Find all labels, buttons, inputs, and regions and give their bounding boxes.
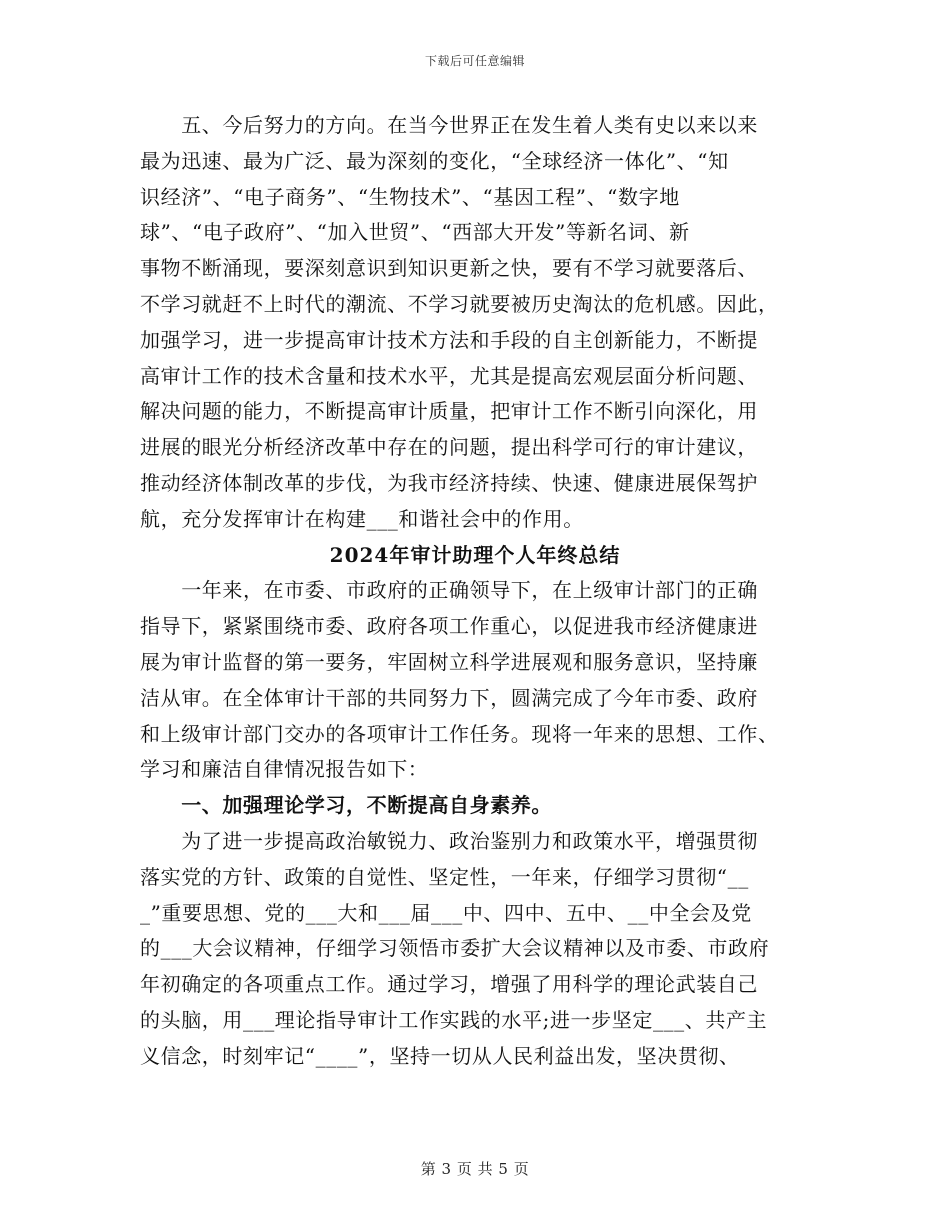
text-line: 一年来，在市委、市政府的正确领导下，在上级审计部门的正确: [140, 578, 758, 603]
text-line: _”重要思想、党的___大和___届___中、四中、五中、__中全会及党: [140, 900, 752, 925]
header-note: 下载后可任意编辑: [424, 54, 525, 68]
text-line: 为了进一步提高政治敏锐力、政治鉴别力和政策水平，增强贯彻: [140, 828, 758, 853]
text-line: 落实党的方针、政策的自觉性、坚定性，一年来，仔细学习贯彻“__: [140, 864, 749, 889]
text-line: 学习和廉洁自律情况报告如下：: [140, 757, 429, 782]
text-line: 识经济”、“电子商务”、“生物技术”、“基因工程”、“数字地: [140, 184, 680, 209]
text-line: 义信念，时刻牢记“____”，坚持一切从人民利益出发，坚决贯彻、: [140, 1043, 740, 1068]
text-line: 不学习就赶不上时代的潮流、不学习就要被历史淘汰的危机感。因此，: [140, 291, 779, 316]
page-number: 第 3 页 共 5 页: [420, 1160, 530, 1178]
text-line: 指导下，紧紧围绕市委、政府各项工作重心，以促进我市经济健康进: [140, 614, 758, 639]
text-line: 高审计工作的技术含量和技术水平，尤其是提高宏观层面分析问题、: [140, 363, 758, 388]
subsection-heading: 一、加强理论学习，不断提高自身素养。: [140, 793, 552, 818]
text-line: 的___大会议精神，仔细学习领悟市委扩大会议精神以及市委、市政府: [140, 936, 770, 961]
text-line: 推动经济体制改革的步伐，为我市经济持续、快速、健康进展保驾护: [140, 470, 758, 495]
text-line: 航，充分发挥审计在构建___和谐社会中的作用。: [140, 506, 584, 531]
text-line: 进展的眼光分析经济改革中存在的问题，提出科学可行的审计建议，: [140, 435, 758, 460]
section-title: 2024年审计助理个人年终总结: [329, 542, 621, 567]
text-line: 洁从审。在全体审计干部的共同努力下，圆满完成了今年市委、政府: [140, 685, 758, 710]
text-line: 和上级审计部门交办的各项审计工作任务。现将一年来的思想、工作、: [140, 721, 779, 746]
text-line: 五、今后努力的方向。在当今世界正在发生着人类有史以来以来: [140, 113, 758, 137]
text-line: 展为审计监督的第一要务，牢固树立科学进展观和服务意识，坚持廉: [140, 649, 758, 674]
text-line: 加强学习，进一步提高审计技术方法和手段的自主创新能力，不断提: [140, 327, 758, 352]
document-body: [140, 108, 810, 1075]
text-line: 最为迅速、最为广泛、最为深刻的变化，“全球经济一体化”、“知: [140, 148, 729, 173]
text-line: 球”、“电子政府”、“加入世贸”、“西部大开发”等新名词、新: [140, 220, 690, 245]
text-line: 事物不断涌现，要深刻意识到知识更新之快，要有不学习就要落后、: [140, 256, 758, 281]
text-line: 年初确定的各项重点工作。通过学习，增强了用科学的理论武装自己: [140, 972, 758, 997]
text-line: 解决问题的能力，不断提高审计质量，把审计工作不断引向深化，用: [140, 399, 758, 424]
text-line: 的头脑，用___理论指导审计工作实践的水平;进一步坚定___、共产主: [140, 1007, 768, 1032]
